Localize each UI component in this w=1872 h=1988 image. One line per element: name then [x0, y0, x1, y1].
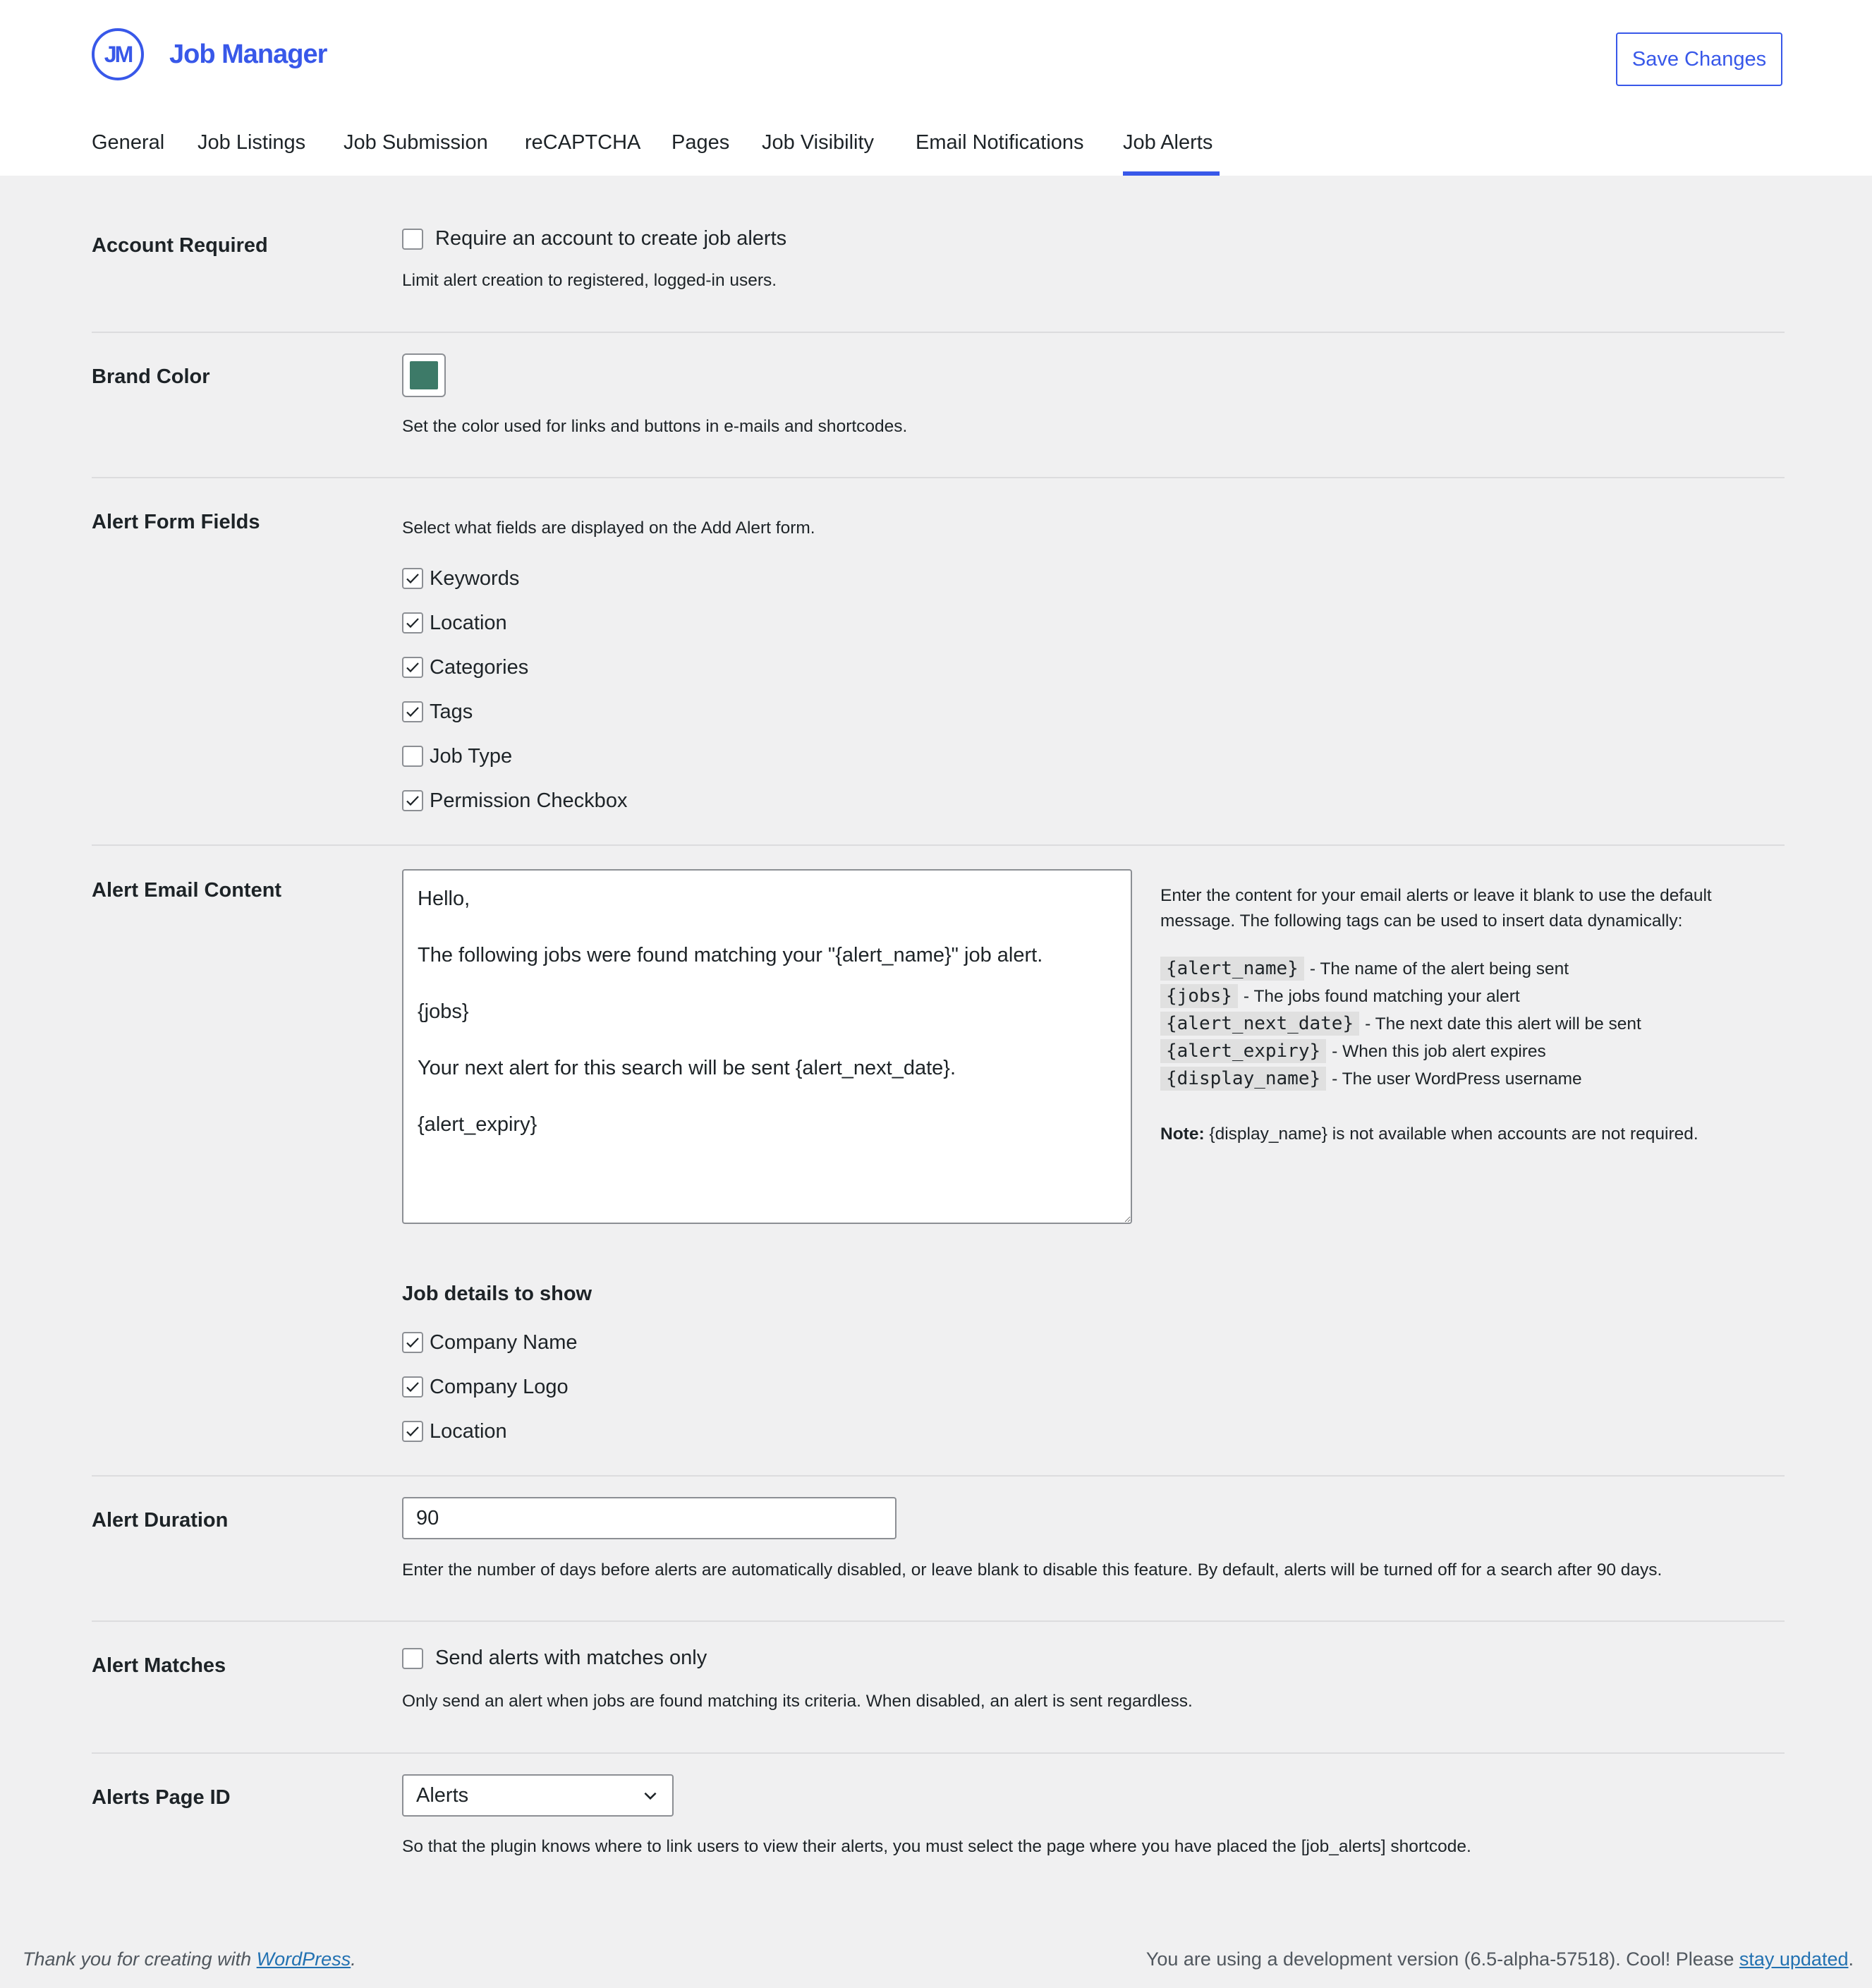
checkmark-icon [404, 614, 421, 631]
company-logo-checkbox-label: Company Logo [430, 1376, 569, 1398]
tag-code: {jobs} [1160, 984, 1238, 1008]
divider [92, 477, 1785, 478]
company-name-checkbox-label: Company Name [430, 1331, 578, 1354]
alert-form-fields-description: Select what fields are displayed on the Add Alert form. [402, 519, 815, 538]
detail-location-checkbox-label: Location [430, 1420, 507, 1443]
job-type-checkbox[interactable] [402, 746, 423, 767]
location-checkbox[interactable] [402, 612, 423, 634]
note-text: {display_name} is not available when accounts are not required. [1204, 1125, 1698, 1144]
brand-color-swatch [410, 361, 438, 389]
alert-email-content-label: Alert Email Content [92, 879, 282, 902]
company-logo-checkbox[interactable] [402, 1376, 423, 1398]
account-required-label: Account Required [92, 234, 268, 257]
tag-code: {display_name} [1160, 1067, 1326, 1091]
tab-job-alerts[interactable]: Job Alerts [1123, 131, 1220, 176]
company-name-checkbox[interactable] [402, 1332, 423, 1353]
tag-alert-expiry [1160, 1041, 1546, 1062]
tag-alert-name [1160, 958, 1569, 979]
email-tags-help: Enter the content for your email alerts or leave it blank to use the default message. The following tags can be used to insert data dynamically: [1160, 886, 1712, 931]
footer-version [1146, 1948, 1854, 1970]
footer-version-text: You are using a development version (6.5-alpha-57518). Cool! Please [1145, 1948, 1739, 1970]
alert-matches-description: Only send an alert when jobs are found matching its criteria. When disabled, an alert is sent regardless. [402, 1692, 1193, 1711]
footer-credit-suffix: . [351, 1948, 356, 1970]
wordpress-link[interactable]: WordPress [256, 1948, 351, 1970]
alert-duration-input[interactable] [402, 1497, 897, 1539]
footer-credit [23, 1948, 356, 1970]
tag-display-name [1160, 1068, 1582, 1089]
keywords-checkbox-label: Keywords [430, 567, 520, 590]
header-bar [0, 0, 1872, 176]
tab-email-notifications[interactable]: Email Notifications [916, 131, 1084, 154]
tag-description: - The user WordPress username [1332, 1069, 1582, 1089]
save-changes-button[interactable]: Save Changes [1616, 32, 1782, 86]
job-details-heading: Job details to show [402, 1283, 592, 1305]
tag-alert-next-date [1160, 1013, 1641, 1034]
divider [92, 1475, 1785, 1477]
tab-pages[interactable]: Pages [671, 131, 730, 154]
alerts-page-id-description: So that the plugin knows where to link users to view their alerts, you must select the page where you have placed the [job_alerts] shortcode. [402, 1837, 1471, 1856]
checkmark-icon [404, 1423, 421, 1440]
tag-code: {alert_name} [1160, 957, 1304, 981]
stay-updated-link[interactable]: stay updated [1739, 1948, 1849, 1970]
alerts-page-select[interactable] [402, 1774, 674, 1817]
tag-description: - The next date this alert will be sent [1365, 1014, 1641, 1034]
alert-duration-description: Enter the number of days before alerts are automatically disabled, or leave blank to disable this feature. By default, alerts will be turned off for a search after 90 days. [402, 1560, 1663, 1580]
permission-checkbox[interactable] [402, 790, 423, 811]
detail-location-checkbox[interactable] [402, 1421, 423, 1442]
chevron-down-icon [641, 1786, 660, 1805]
alert-email-content-textarea[interactable] [402, 869, 1132, 1224]
footer-version-suffix: . [1848, 1948, 1854, 1970]
email-note [1160, 1125, 1698, 1144]
account-required-checkbox-label: Require an account to create job alerts [435, 227, 787, 250]
tab-job-submission[interactable]: Job Submission [344, 131, 488, 154]
job-manager-logo: JM [92, 28, 144, 80]
tags-checkbox-label: Tags [430, 701, 473, 723]
checkmark-icon [404, 1378, 421, 1395]
alerts-page-selected-value: Alerts [416, 1783, 469, 1807]
alert-matches-checkbox[interactable] [402, 1648, 423, 1669]
tab-job-listings[interactable]: Job Listings [197, 131, 306, 154]
tag-description: - When this job alert expires [1332, 1042, 1546, 1061]
location-checkbox-label: Location [430, 612, 507, 634]
permission-checkbox-label: Permission Checkbox [430, 789, 628, 812]
tab-recaptcha[interactable]: reCAPTCHA [525, 131, 641, 154]
divider [92, 844, 1785, 846]
checkmark-icon [404, 659, 421, 676]
job-type-checkbox-label: Job Type [430, 745, 513, 768]
alert-form-fields-label: Alert Form Fields [92, 511, 260, 533]
categories-checkbox[interactable] [402, 657, 423, 678]
checkmark-icon [404, 703, 421, 720]
tags-checkbox[interactable] [402, 701, 423, 722]
brand-color-picker[interactable] [402, 353, 446, 397]
tag-description: - The jobs found matching your alert [1243, 987, 1520, 1006]
tab-job-visibility[interactable]: Job Visibility [762, 131, 875, 154]
tag-code: {alert_next_date} [1160, 1012, 1359, 1036]
alert-duration-label: Alert Duration [92, 1509, 229, 1532]
footer-credit-text: Thank you for creating with [23, 1948, 257, 1970]
divider [92, 1752, 1785, 1754]
account-required-checkbox[interactable] [402, 229, 423, 250]
alert-matches-label: Alert Matches [92, 1654, 226, 1677]
tab-general[interactable]: General [92, 131, 165, 154]
brand-color-label: Brand Color [92, 365, 210, 388]
keywords-checkbox[interactable] [402, 568, 423, 589]
tag-description: - The name of the alert being sent [1309, 959, 1569, 978]
checkmark-icon [404, 1334, 421, 1351]
alert-matches-checkbox-label: Send alerts with matches only [435, 1647, 707, 1669]
brand-color-description: Set the color used for links and buttons in e-mails and shortcodes. [402, 417, 908, 436]
tag-code: {alert_expiry} [1160, 1039, 1326, 1063]
note-label: Note: [1160, 1125, 1205, 1144]
divider [92, 1620, 1785, 1622]
account-required-description: Limit alert creation to registered, logged-in users. [402, 271, 777, 290]
app-title: Job Manager [169, 40, 327, 69]
tag-jobs [1160, 986, 1520, 1007]
checkmark-icon [404, 792, 421, 809]
checkmark-icon [404, 570, 421, 587]
alerts-page-id-label: Alerts Page ID [92, 1786, 231, 1809]
divider [92, 332, 1785, 333]
categories-checkbox-label: Categories [430, 656, 529, 679]
